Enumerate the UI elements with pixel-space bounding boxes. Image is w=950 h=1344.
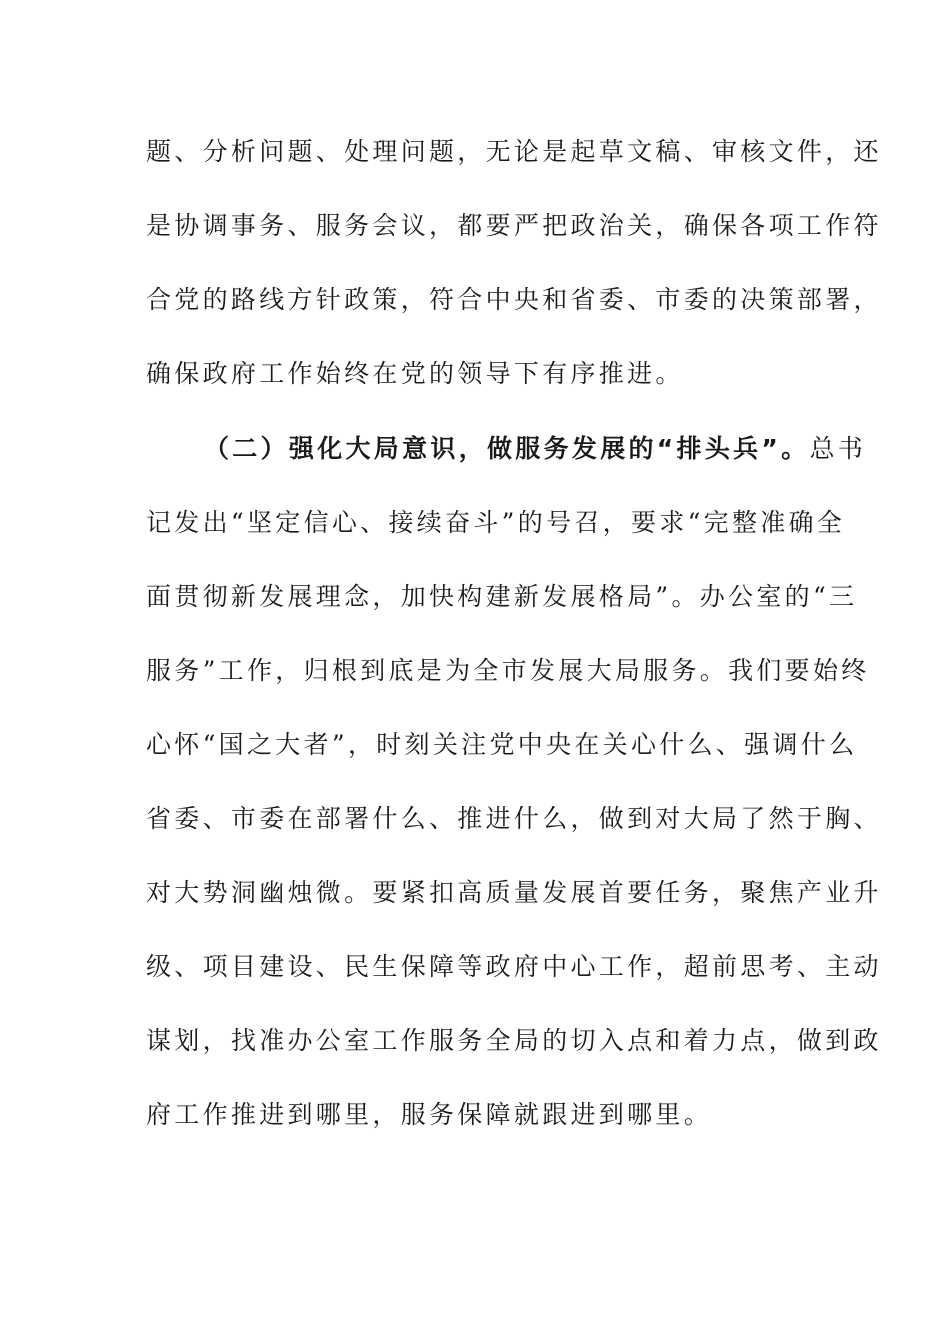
paragraph-line: 合党的路线方针政策，符合中央和省委、市委的决策部署， [146, 285, 882, 314]
paragraph-line: 是协调事务、服务会议，都要严把政治关，确保各项工作符 [146, 211, 882, 240]
paragraph-line: 谋划，找准办公室工作服务全局的切入点和着力点，做到政 [146, 1026, 882, 1055]
paragraph-1 [146, 115, 882, 411]
paragraph-line: 省委、市委在部署什么、推进什么，做到对大局了然于胸、 [146, 804, 882, 833]
section-heading: （二）强化大局意识，做服务发展的“排头兵”。 [204, 434, 810, 463]
paragraph-line: 服务”工作，归根到底是为全市发展大局服务。我们要始终 [146, 656, 870, 685]
paragraph-line: 记发出“坚定信心、接续奋斗”的号召，要求“完整准确全 [146, 508, 846, 537]
paragraph-line: 心怀“国之大者”，时刻关注党中央在关心什么、强调什么 [146, 730, 858, 759]
paragraph-2 [146, 412, 882, 1152]
paragraph-line: 确保政府工作始终在党的领导下有序推进。 [146, 359, 684, 388]
paragraph-line: 题、分析问题、处理问题，无论是起草文稿、审核文件，还 [146, 137, 882, 166]
paragraph-line: 面贯彻新发展理念，加快构建新发展格局”。办公室的“三 [146, 582, 858, 611]
heading-tail-text: 总书 [809, 434, 867, 463]
section-heading-line [146, 412, 867, 486]
paragraph-line: 府工作推进到哪里，服务保障就跟进到哪里。 [146, 1100, 713, 1129]
paragraph-line: 对大势洞幽烛微。要紧扣高质量发展首要任务，聚焦产业升 [146, 878, 882, 907]
paragraph-line: 级、项目建设、民生保障等政府中心工作，超前思考、主动 [146, 952, 882, 981]
